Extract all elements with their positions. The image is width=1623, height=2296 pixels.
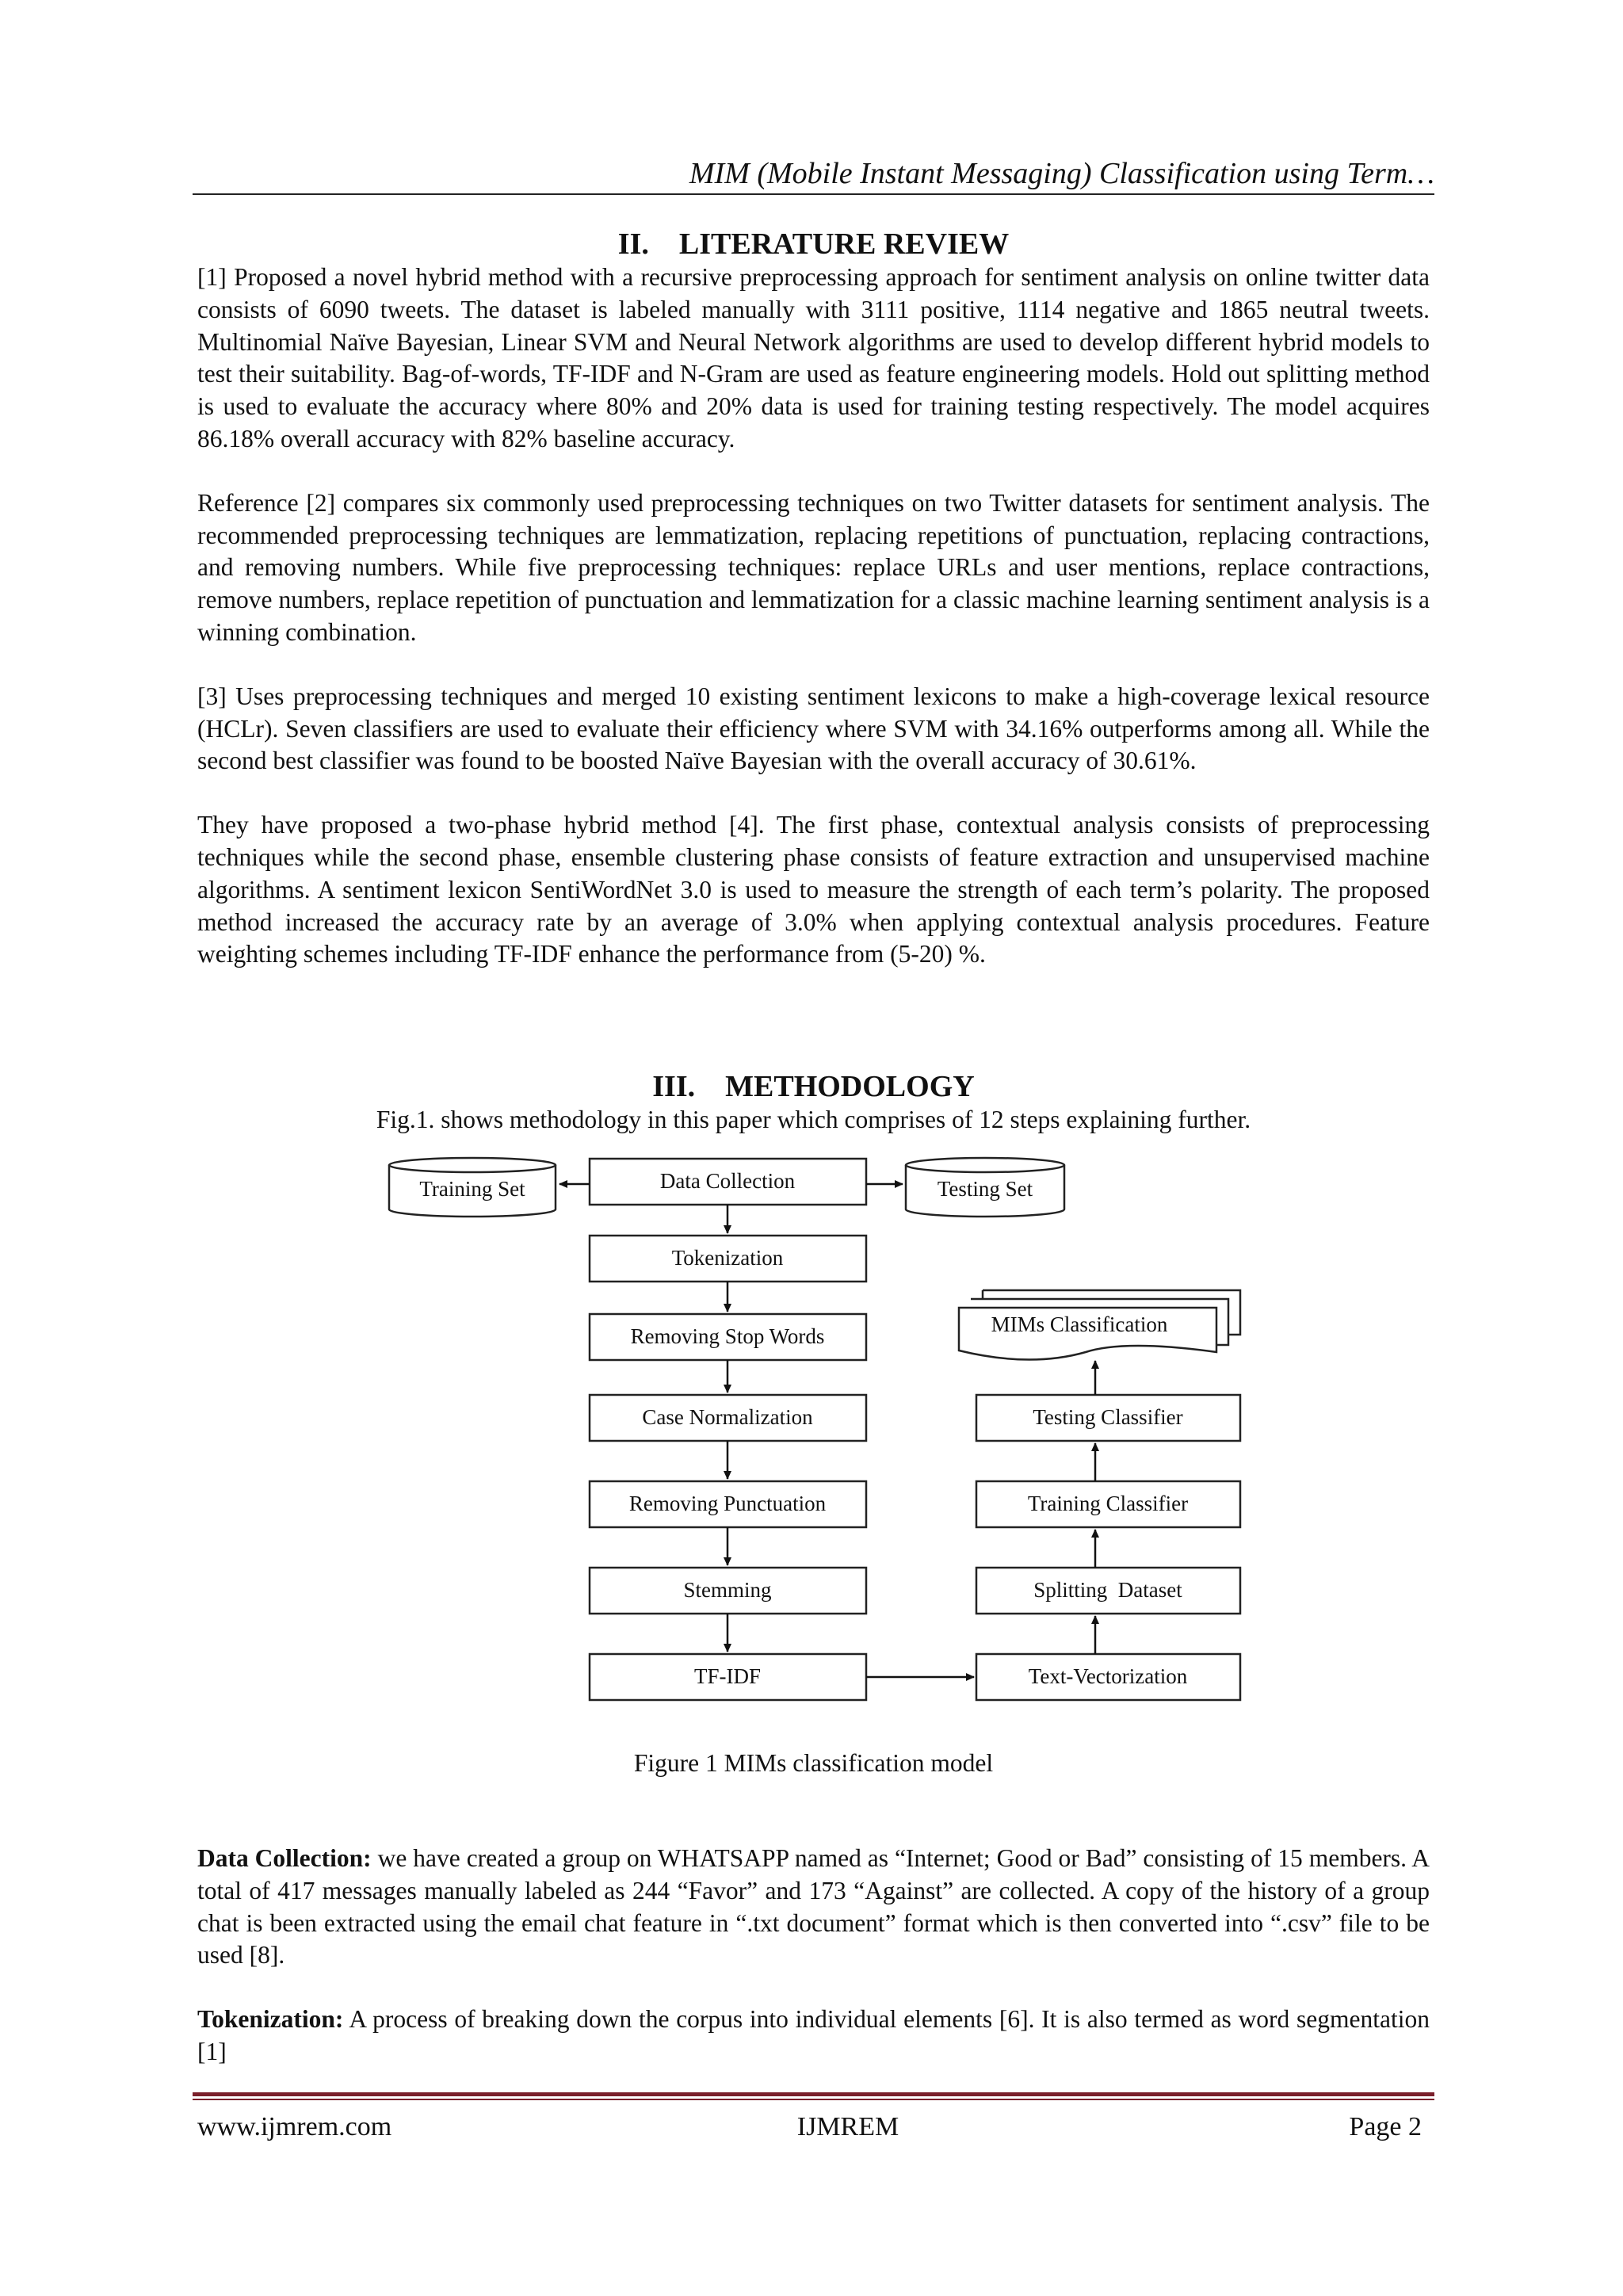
lit-paragraph-2: Reference [2] compares six commonly used preprocessing techniques on two Twitter datasets for sentiment analysis. The recommended preprocessing techniques are lemmatization, replacing repetitions of punctuation, replacing contractions, and removing numbers. While five preprocessing techniques: replace URLs and user mentions, replace contractions, remove numbers, replace repetition of punctuation and lemmatization for a classic machine learning sentiment analysis is a winning combination. xyxy=(197,488,1430,646)
methodology-intro: Fig.1. shows methodology in this paper which comprises of 12 steps explaining further. xyxy=(376,1106,1251,1133)
footer-website: www.ijmrem.com xyxy=(197,2112,392,2141)
lit-paragraph-1: [1] Proposed a novel hybrid method with a recursive preprocessing approach for sentiment analysis on online twitter data consists of 6090 tweets. The dataset is labeled manually with 3111 positive, 1114 negative and 1865 neutral tweets. Multinomial Naïve Bayesian, Linear SVM and Neural Network algorithms are used to develop different hybrid models to test their suitability. Bag-of-words, TF-IDF and N-Gram are used as feature engineering models. Hold out splitting method is used to evaluate the accuracy where 80% and 20% data is used for training testing respectively. The model acquires 86.18% overall accuracy with 82% baseline accuracy. xyxy=(197,263,1430,453)
tokenization-label: Tokenization xyxy=(671,1246,784,1270)
lit-paragraph-4: They have proposed a two-phase hybrid method [4]. The first phase, contextual analysis consists of preprocessing techniques while the second phase, ensemble clustering phase consists of feature extraction and unsupervised machine algorithms. A sentiment lexicon SentiWordNet 3.0 is used to measure the strength of each term’s polarity. The proposed method increased the accuracy rate by an average of 3.0% when applying contextual analysis procedures. Feature weighting schemes including TF-IDF enhance the performance from (5-20) %. xyxy=(197,811,1430,968)
methodology-heading: III. METHODOLOGY xyxy=(652,1070,975,1103)
tokenization-paragraph xyxy=(197,2004,1430,2069)
footer-rule xyxy=(193,2092,1434,2096)
data-collection-text: we have created a group on WHATSAPP named as “Internet; Good or Bad” consisting of 15 members. A total of 417 messages manually labeled as 244 “Favor” and 173 “Against” are collected. A copy of the history of a group chat is been extracted using the email chat feature in “.txt document” format which is then converted into “.csv” file to be used [8]. xyxy=(197,1844,1430,1969)
tokenization-text: A process of breaking down the corpus into individual elements [6]. It is also termed as word segmentation [1] xyxy=(197,2005,1430,2065)
removing-stop-words-label: Removing Stop Words xyxy=(630,1324,825,1348)
methodology-body xyxy=(197,1843,1430,2069)
stemming-label: Stemming xyxy=(683,1578,772,1602)
case-normalization-label: Case Normalization xyxy=(642,1405,813,1429)
testing-set-label: Testing Set xyxy=(937,1177,1033,1201)
mims-classification-label: MIMs Classification xyxy=(991,1312,1168,1336)
running-header: MIM (Mobile Instant Messaging) Classification using Term… xyxy=(689,157,1434,190)
data-collection-lead: Data Collection: xyxy=(197,1844,372,1872)
removing-punctuation-label: Removing Punctuation xyxy=(628,1492,827,1515)
splitting-dataset-label: Splitting Dataset xyxy=(1033,1578,1182,1602)
text-vectorization-label: Text-Vectorization xyxy=(1028,1664,1188,1688)
footer-rule-thin xyxy=(193,2099,1434,2100)
training-classifier-label: Training Classifier xyxy=(1027,1492,1189,1515)
figure-caption: Figure 1 MIMs classification model xyxy=(633,1749,994,1777)
testing-classifier-label: Testing Classifier xyxy=(1033,1405,1183,1429)
literature-review-heading: II. LITERATURE REVIEW xyxy=(617,227,1010,261)
footer-journal: IJMREM xyxy=(796,2112,899,2141)
data-collection-paragraph xyxy=(197,1843,1430,1972)
tokenization-lead: Tokenization: xyxy=(197,2005,344,2034)
data-collection-label: Data Collection xyxy=(659,1169,796,1193)
training-set-label: Training Set xyxy=(419,1177,525,1201)
tf-idf-label: TF-IDF xyxy=(693,1664,762,1688)
footer-page-number: Page 2 xyxy=(1349,2112,1422,2141)
lit-paragraph-3: [3] Uses preprocessing techniques and merged 10 existing sentiment lexicons to make a high-coverage lexical resource (HCLr). Seven classifiers are used to evaluate their efficiency where SVM with 34.16% outperforms among all. While the second best classifier was found to be boosted Naïve Bayesian with the overall accuracy of 30.61%. xyxy=(197,682,1430,775)
